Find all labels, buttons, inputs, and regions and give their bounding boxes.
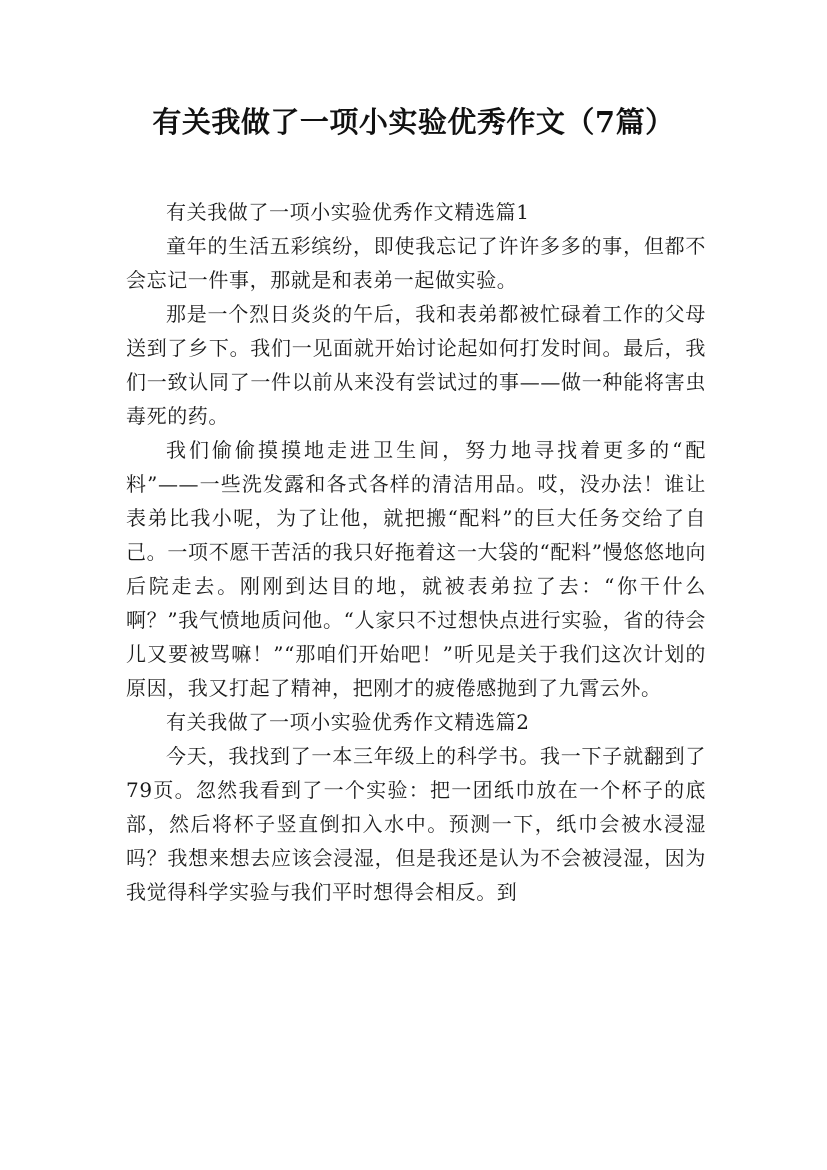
paragraph: 那是一个烈日炎炎的午后，我和表弟都被忙碌着工作的父母送到了乡下。我们一见面就开始讨论起如何打发时间。最后，我们一致认同了一件以前从来没有尝试过的事——做一种能将害虫毒死的药。 bbox=[126, 302, 706, 428]
document-body bbox=[126, 195, 706, 909]
paragraph: 今天，我找到了一本三年级上的科学书。我一下子就翻到了79页。忽然我看到了一个实验：把一团纸巾放在一个杯子的底部，然后将杯子竖直倒扣入水中。预测一下，纸巾会被水浸湿吗？我想来想去应该会浸湿，但是我还是认为不会被浸湿，因为我觉得科学实验与我们平时想得会相反。到 bbox=[126, 744, 706, 904]
section-heading-2: 有关我做了一项小实验优秀作文精选篇2 bbox=[166, 710, 530, 734]
document-title: 有关我做了一项小实验优秀作文（7篇） bbox=[152, 105, 675, 139]
section-heading-1: 有关我做了一项小实验优秀作文精选篇1 bbox=[166, 200, 530, 224]
paragraph: 我们偷偷摸摸地走进卫生间，努力地寻找着更多的“配料”——一些洗发露和各式各样的清洁用品。哎，没办法！谁让表弟比我小呢，为了让他，就把搬“配料”的巨大任务交给了自己。一项不愿干苦活的我只好拖着这一大袋的“配料”慢悠悠地向后院走去。刚刚到达目的地，就被表弟拉了去：“你干什么啊？”我气愤地质问他。“人家只不过想快点进行实验，省的待会儿又要被骂嘛！”“那咱们开始吧！”听见是关于我们这次计划的原因，我又打起了精神，把刚才的疲倦感抛到了九霄云外。 bbox=[126, 438, 706, 700]
paragraph: 童年的生活五彩缤纷，即使我忘记了许许多多的事，但都不会忘记一件事，那就是和表弟一起做实验。 bbox=[126, 234, 706, 292]
